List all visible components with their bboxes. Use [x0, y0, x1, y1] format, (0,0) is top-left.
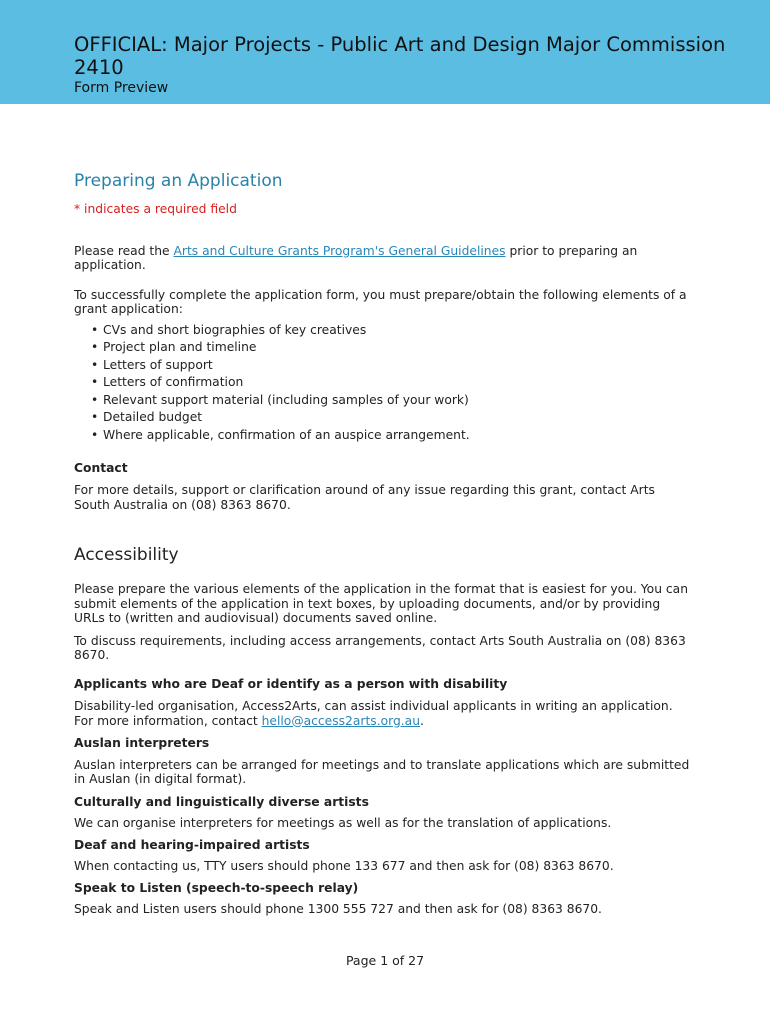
cald-heading: Culturally and linguistically diverse artists — [74, 794, 369, 809]
list-item: • Detailed budget — [74, 409, 694, 427]
list-item: • Letters of confirmation — [74, 374, 694, 392]
elements-intro-paragraph: To successfully complete the application form, you must prepare/obtain the following elements of a grant application: — [74, 287, 687, 316]
list-item: • Project plan and timeline — [74, 339, 694, 357]
list-item: • Relevant support material (including samples of your work) — [74, 392, 694, 410]
auslan-heading: Auslan interpreters — [74, 736, 210, 751]
header-banner — [0, 0, 770, 104]
page-number: Page 1 of 27 — [345, 953, 425, 968]
disability-heading: Applicants who are Deaf or identify as a person with disability — [74, 676, 508, 691]
accessibility-paragraph-1: Please prepare the various elements of the application in the format that is easiest for you. You can submit elements of the application in text boxes, by uploading documents, and/or by providing URLs to (written and audiovisual) documents saved online. — [74, 582, 688, 626]
speak-listen-heading: Speak to Listen (speech-to-speech relay) — [74, 880, 359, 895]
application-elements-list — [74, 322, 694, 445]
speak-listen-text: Speak and Listen users should phone 1300 555 727 and then ask for (08) 8363 8670. — [74, 902, 602, 917]
page-title: OFFICIAL: Major Projects - Public Art and Design Major Commission 2410 — [74, 33, 726, 79]
contact-heading: Contact — [74, 460, 128, 475]
disability-text-before: Disability-led organisation, Access2Arts, can assist individual applicants in writing an application. For more information, contact — [74, 699, 673, 728]
list-item: • Letters of support — [74, 357, 694, 375]
guidelines-text-before: Please read the — [74, 243, 174, 258]
auslan-text: Auslan interpreters can be arranged for meetings and to translate applications which are submitted in Auslan (in digital format). — [74, 757, 690, 787]
cald-text: We can organise interpreters for meetings as well as for the translation of applications. — [74, 816, 612, 831]
deaf-text: When contacting us, TTY users should phone 133 677 and then ask for (08) 8363 8670. — [74, 859, 614, 874]
section-heading-accessibility: Accessibility — [74, 545, 179, 566]
section-heading-preparing: Preparing an Application — [74, 171, 283, 191]
disability-paragraph — [74, 699, 694, 728]
guidelines-link[interactable]: Arts and Culture Grants Program's General Guidelines — [173, 243, 506, 258]
guidelines-text-after: prior to preparing an application. — [74, 243, 638, 272]
page-subtitle: Form Preview — [74, 80, 169, 96]
accessibility-paragraph-2: To discuss requirements, including access arrangements, contact Arts South Australia on (08) 8363 8670. — [74, 633, 686, 663]
guidelines-paragraph — [74, 244, 694, 273]
contact-text: For more details, support or clarification around of any issue regarding this grant, contact Arts South Australia on (08) 8363 8670. — [74, 483, 655, 512]
disability-text-after: . — [420, 713, 424, 728]
required-field-note: * indicates a required field — [74, 202, 237, 216]
deaf-heading: Deaf and hearing-impaired artists — [74, 837, 310, 852]
access2arts-email-link[interactable]: hello@access2arts.org.au — [261, 713, 421, 728]
main-content — [74, 169, 694, 917]
list-item: • CVs and short biographies of key creatives — [74, 322, 694, 340]
list-item: • Where applicable, confirmation of an auspice arrangement. — [74, 427, 694, 445]
